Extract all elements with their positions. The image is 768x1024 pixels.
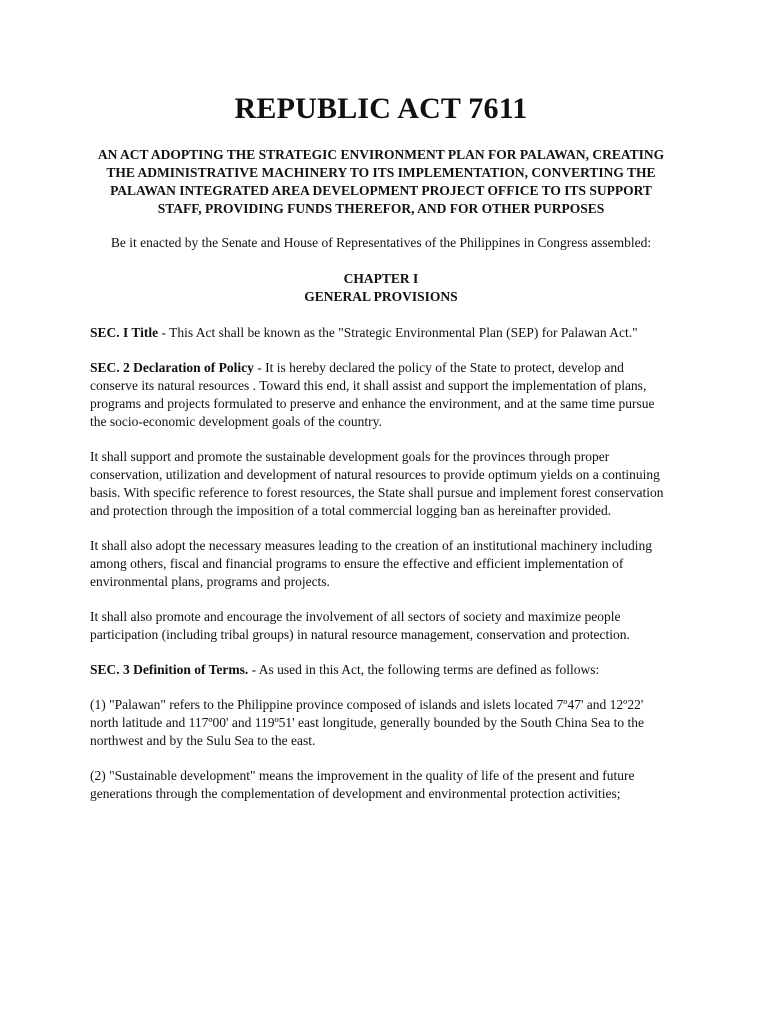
paragraph-text: It shall support and promote the sustainable development goals for the provinces through proper conservation, utilization and development of natural resources to provide optimum yields on a continuing basis. With specific reference to forest resources, the State shall pursue and implement forest conservation and protection through the imposition of a total commercial logging ban as hereinafter provided. xyxy=(90,449,664,518)
chapter-name: GENERAL PROVISIONS xyxy=(304,289,458,304)
paragraph-people-participation xyxy=(90,608,672,644)
section-heading: SEC. I Title xyxy=(90,325,159,340)
section-text: - It is hereby declared the policy of the State to protect, develop and conserve its natural resources . Toward this end, it shall assist and support the implementation of plans, programs and projects formulated to preserve and enhance the environment, and at the same time pursue the socio-economic development goals of the country. xyxy=(90,360,655,429)
section-text: - As used in this Act, the following terms are defined as follows: xyxy=(248,662,600,677)
act-subtitle: AN ACT ADOPTING THE STRATEGIC ENVIRONMENT PLAN FOR PALAWAN, CREATING THE ADMINISTRATIVE MACHINERY TO ITS IMPLEMENTATION, CONVERTING THE PALAWAN INTEGRATED AREA DEVELOPMENT PROJECT OFFICE TO ITS SUPPORT STAFF, PROVIDING FUNDS THEREFOR, AND FOR OTHER PURPOSES xyxy=(97,147,665,216)
paragraph-text: (2) "Sustainable development" means the improvement in the quality of life of the present and future generations through the complementation of development and environmental protection activities; xyxy=(90,768,635,801)
paragraph-institutional-machinery xyxy=(90,537,672,591)
chapter-heading xyxy=(90,270,672,306)
section-definition-of-terms xyxy=(90,661,672,679)
enactment-clause: Be it enacted by the Senate and House of Representatives of the Philippines in Congress assembled: xyxy=(110,235,652,250)
section-heading: SEC. 2 Declaration of Policy xyxy=(90,360,254,375)
section-heading: SEC. 3 Definition of Terms. xyxy=(90,662,249,677)
section-title xyxy=(90,324,672,342)
document-title: REPUBLIC ACT 7611 xyxy=(234,92,528,125)
chapter-number: CHAPTER I xyxy=(343,271,419,286)
definition-sustainable-development xyxy=(90,767,672,803)
paragraph-text: (1) "Palawan" refers to the Philippine province composed of islands and islets located 7º47' and 12º22' north latitude and 117º00' and 119º51' east longitude, generally bounded by the South China Sea to the northwest and by the Sulu Sea to the east. xyxy=(90,697,645,748)
section-declaration-of-policy xyxy=(90,359,672,431)
paragraph-sustainable-goals xyxy=(90,448,672,520)
definition-palawan xyxy=(90,696,672,750)
paragraph-text: It shall also promote and encourage the involvement of all sectors of society and maximize people participation (including tribal groups) in natural resource management, conservation and protection. xyxy=(90,609,630,642)
section-text: - This Act shall be known as the "Strategic Environmental Plan (SEP) for Palawan Act." xyxy=(158,325,638,340)
paragraph-text: It shall also adopt the necessary measures leading to the creation of an institutional machinery including among others, fiscal and financial programs to ensure the effective and efficient implementation of environmental plans, programs and projects. xyxy=(90,538,652,589)
